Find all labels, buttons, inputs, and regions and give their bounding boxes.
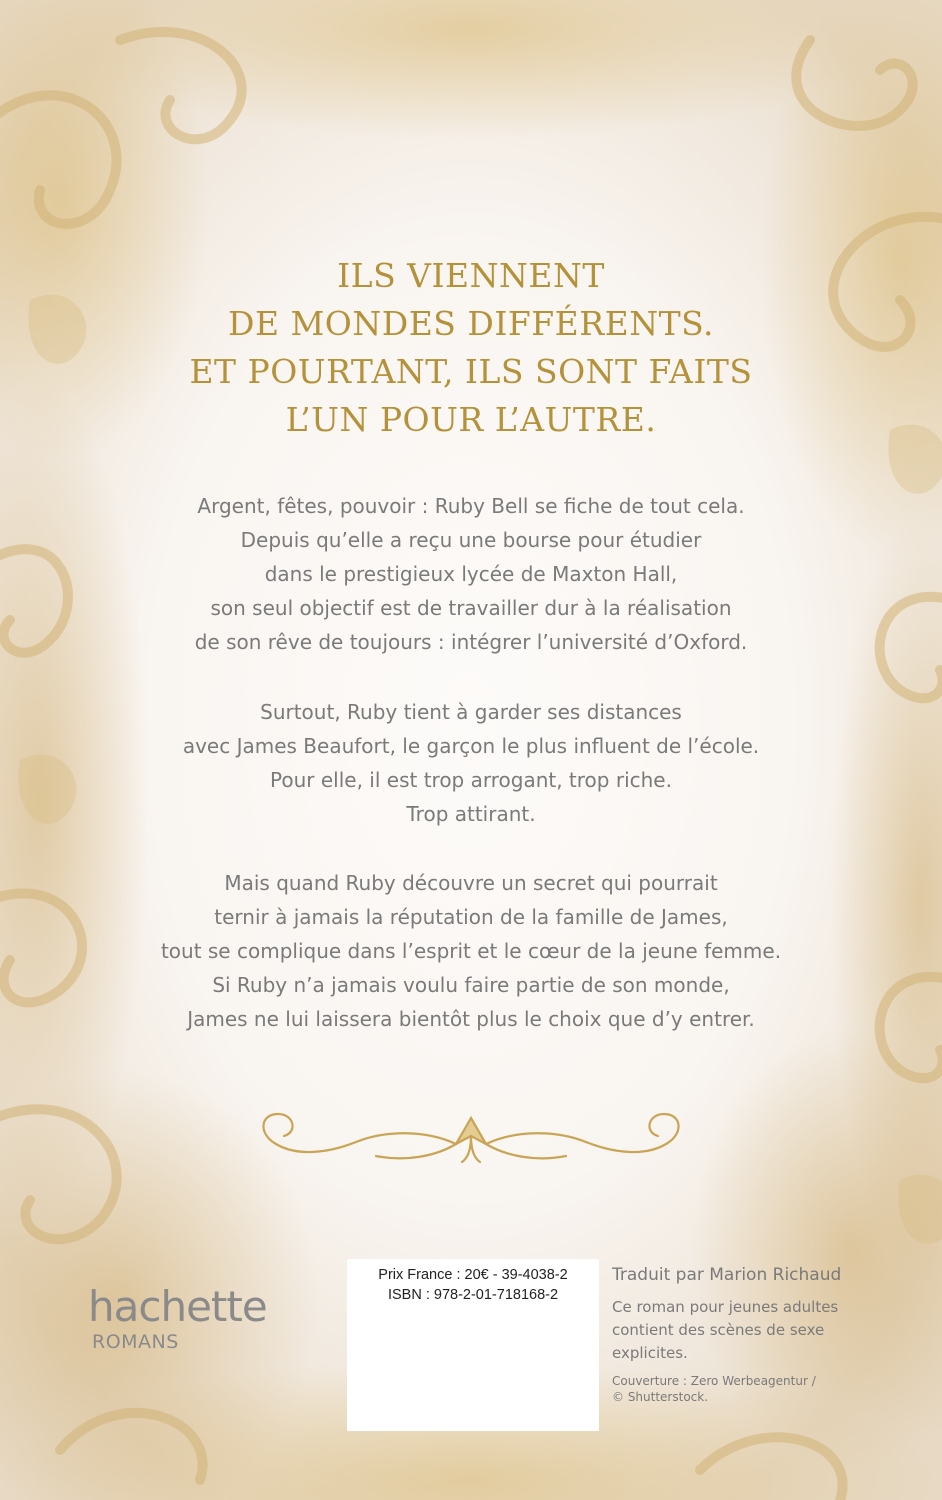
- blurb-paragraph-3: [0, 866, 942, 1036]
- translator-credit: Traduit par Marion Richaud: [612, 1265, 842, 1285]
- gold-flourish-icon: [236, 1100, 706, 1180]
- blurb-line: Argent, fêtes, pouvoir : Ruby Bell se fiche de tout cela.: [197, 494, 745, 518]
- blurb-line: tout se complique dans l’esprit et le cœur de la jeune femme.: [160, 939, 782, 963]
- blurb-paragraph-2: [0, 695, 942, 831]
- warning-line: explicites.: [612, 1344, 688, 1362]
- blurb-line: Trop attirant.: [406, 802, 536, 826]
- blurb-line: Surtout, Ruby tient à garder ses distances: [260, 700, 682, 724]
- headline-line: ILS VIENNENT: [337, 256, 605, 295]
- blurb-line: Mais quand Ruby découvre un secret qui pourrait: [224, 871, 718, 895]
- publisher-name: hachette: [88, 1282, 267, 1331]
- blurb-line: dans le prestigieux lycée de Maxton Hall,: [264, 562, 678, 586]
- cover-credit-line: Couverture : Zero Werbeagentur /: [612, 1374, 816, 1388]
- blurb-line: James ne lui laissera bientôt plus le choix que d’y entrer.: [187, 1007, 755, 1031]
- blurb-paragraph-1: [0, 489, 942, 659]
- cover-credit: [612, 1373, 912, 1405]
- price-label: Prix France : 20€ - 39-4038-2: [378, 1267, 568, 1283]
- publisher-logo: [88, 1283, 267, 1353]
- credits: [612, 1262, 912, 1405]
- blurb-line: Depuis qu’elle a reçu une bourse pour étudier: [240, 528, 702, 552]
- publisher-line: ROMANS: [92, 1331, 179, 1353]
- headline: [0, 252, 942, 444]
- isbn-label: ISBN : 978-2-01-718168-2: [387, 1287, 559, 1303]
- cover-credit-line: © Shutterstock.: [612, 1390, 709, 1404]
- headline-line: L’UN POUR L’AUTRE.: [285, 400, 657, 439]
- content-warning: [612, 1296, 912, 1365]
- blurb-line: de son rêve de toujours : intégrer l’université d’Oxford.: [194, 630, 748, 654]
- blurb-line: Si Ruby n’a jamais voulu faire partie de son monde,: [212, 973, 730, 997]
- warning-line: Ce roman pour jeunes adultes: [612, 1298, 839, 1316]
- blurb-line: Pour elle, il est trop arrogant, trop riche.: [270, 768, 672, 792]
- headline-line: ET POURTANT, ILS SONT FAITS: [189, 352, 753, 391]
- blurb-line: son seul objectif est de travailler dur à la réalisation: [210, 596, 732, 620]
- blurb-line: avec James Beaufort, le garçon le plus influent de l’école.: [182, 734, 760, 758]
- price-isbn-box: [347, 1259, 599, 1431]
- warning-line: contient des scènes de sexe: [612, 1321, 825, 1339]
- headline-line: DE MONDES DIFFÉRENTS.: [227, 304, 715, 343]
- blurb-line: ternir à jamais la réputation de la famille de James,: [214, 905, 728, 929]
